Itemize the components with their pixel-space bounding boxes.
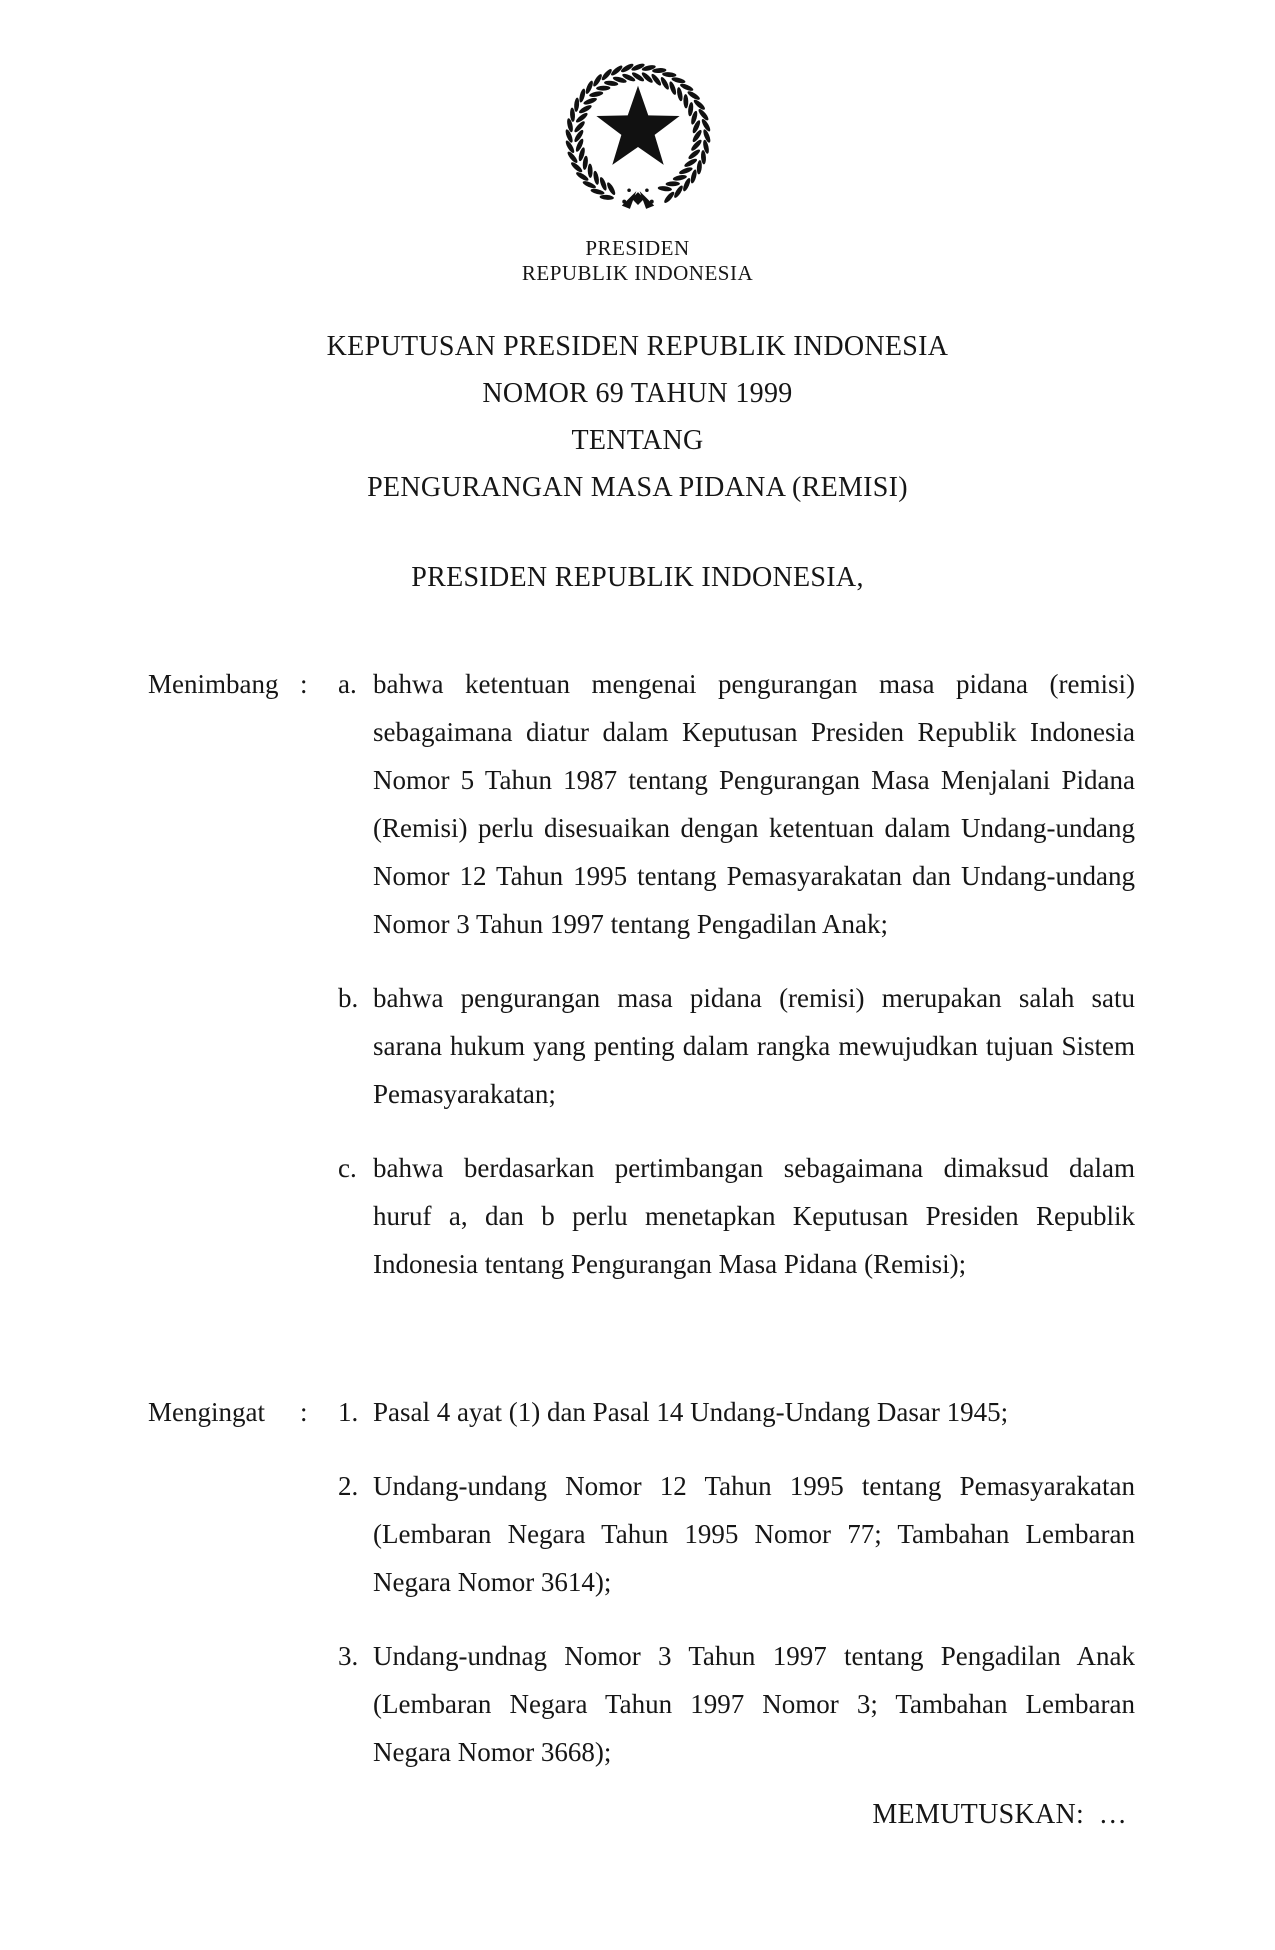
text-line: bahwa ketentuan mengenai pengurangan masa pidana (remisi) <box>373 669 1135 699</box>
text-line: Pasal 4 ayat (1) dan Pasal 14 Undang-Undang Dasar 1945; <box>373 1397 1009 1427</box>
item-marker: 3. <box>338 1641 359 1671</box>
item-text <box>373 974 1135 1118</box>
title-line-4: PENGURANGAN MASA PIDANA (REMISI) <box>367 472 908 503</box>
letterhead-line1: PRESIDEN <box>585 236 690 260</box>
title-line-3: TENTANG <box>571 425 704 456</box>
list-item <box>338 1144 1135 1288</box>
decree-title <box>0 323 1275 511</box>
section-label: Menimbang <box>148 669 279 699</box>
text-line: Negara Nomor 3614); <box>373 1567 612 1597</box>
letterhead <box>0 236 1275 286</box>
text-line: Undang-undnag Nomor 3 Tahun 1997 tentang Pengadilan Anak <box>373 1641 1135 1671</box>
star-icon <box>596 86 679 165</box>
text-line: bahwa pengurangan masa pidana (remisi) merupakan salah satu <box>373 983 1135 1013</box>
list-item <box>338 1462 1135 1606</box>
section-colon: : <box>300 1397 308 1427</box>
item-marker: c. <box>338 1153 357 1183</box>
text-line: Nomor 12 Tahun 1995 tentang Pemasyarakatan dan Undang-undang <box>373 861 1135 891</box>
letterhead-line2: REPUBLIK INDONESIA <box>521 261 754 285</box>
text-line: Nomor 3 Tahun 1997 tentang Pengadilan Anak; <box>373 909 889 939</box>
decree-body <box>148 660 1135 1776</box>
section-items <box>338 660 1135 1288</box>
section-colon: : <box>300 669 308 699</box>
title-line-1: KEPUTUSAN PRESIDEN REPUBLIK INDONESIA <box>326 331 949 362</box>
memutuskan-line: MEMUTUSKAN: … <box>872 1799 1127 1830</box>
text-line: huruf a, dan b perlu menetapkan Keputusan Presiden Republik <box>373 1201 1135 1231</box>
title-line-2: NOMOR 69 TAHUN 1999 <box>482 378 793 409</box>
item-marker: b. <box>338 983 359 1013</box>
item-text <box>373 1388 1135 1436</box>
text-line: (Remisi) perlu disesuaikan dengan ketentuan dalam Undang-undang <box>373 813 1135 843</box>
section-label: Mengingat <box>148 1397 265 1427</box>
text-line: Pemasyarakatan; <box>373 1079 556 1109</box>
text-line: Nomor 5 Tahun 1987 tentang Pengurangan Masa Menjalani Pidana <box>373 765 1135 795</box>
item-marker: 2. <box>338 1471 359 1501</box>
item-marker: a. <box>338 669 357 699</box>
list-item <box>338 1632 1135 1776</box>
list-item <box>338 974 1135 1118</box>
text-line: Negara Nomor 3668); <box>373 1737 612 1767</box>
text-line: sebagaimana diatur dalam Keputusan Presiden Republik Indonesia <box>373 717 1135 747</box>
text-line: sarana hukum yang penting dalam rangka mewujudkan tujuan Sistem <box>373 1031 1135 1061</box>
list-item <box>338 1388 1135 1436</box>
item-marker: 1. <box>338 1397 359 1427</box>
item-text <box>373 660 1135 948</box>
text-line: Undang-undang Nomor 12 Tahun 1995 tentang Pemasyarakatan <box>373 1471 1135 1501</box>
presidential-seal <box>557 55 719 217</box>
text-line: (Lembaran Negara Tahun 1995 Nomor 77; Tambahan Lembaran <box>373 1519 1135 1549</box>
text-line: (Lembaran Negara Tahun 1997 Nomor 3; Tambahan Lembaran <box>373 1689 1135 1719</box>
salutation: PRESIDEN REPUBLIK INDONESIA, <box>411 562 864 593</box>
item-text <box>373 1632 1135 1776</box>
text-line: bahwa berdasarkan pertimbangan sebagaimana dimaksud dalam <box>373 1153 1135 1183</box>
section-mengingat <box>148 1388 1135 1776</box>
item-text <box>373 1144 1135 1288</box>
seal-graphic <box>557 55 719 217</box>
ribbon-icon <box>622 188 654 208</box>
text-line: Indonesia tentang Pengurangan Masa Pidana (Remisi); <box>373 1249 967 1279</box>
item-text <box>373 1462 1135 1606</box>
section-menimbang <box>148 660 1135 1288</box>
list-item <box>338 660 1135 948</box>
section-items <box>338 1388 1135 1776</box>
